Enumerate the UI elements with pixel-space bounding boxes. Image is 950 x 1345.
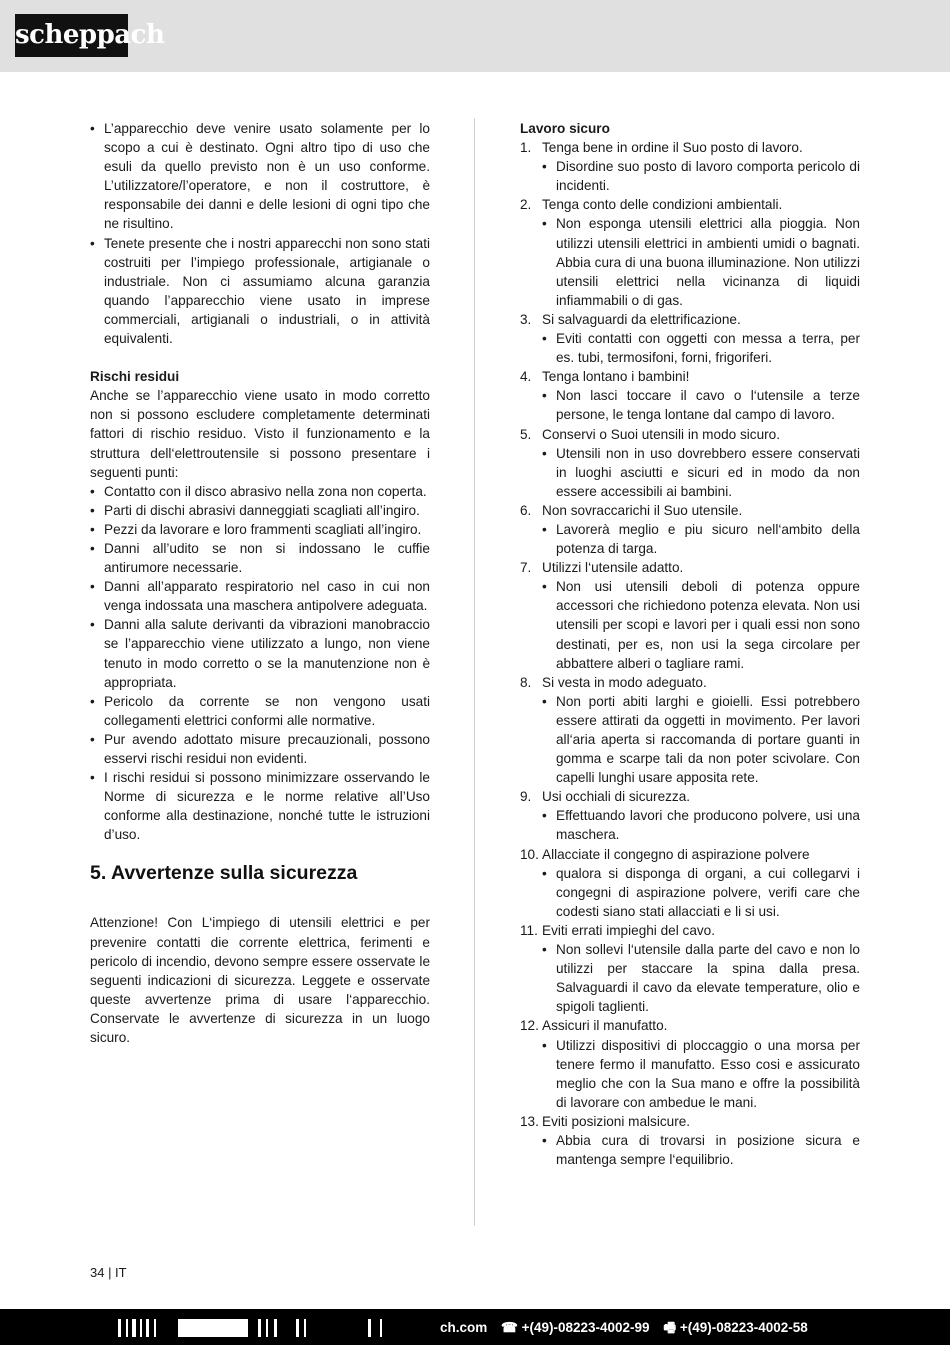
item-detail: • Lavorerà meglio e piu sicuro nell‘ambito della potenza di targa.	[542, 520, 860, 558]
item-title: Si salvaguardi da elettrificazione.	[542, 311, 741, 327]
item-number: 1.	[520, 140, 532, 156]
list-item	[520, 425, 860, 501]
section-title: 5. Avvertenze sulla sicurezza	[90, 862, 358, 885]
left-column	[90, 119, 430, 1047]
column-divider	[474, 118, 475, 1226]
item-number: 12.	[520, 1018, 539, 1034]
page-header	[0, 0, 950, 72]
item-detail: • Non usi utensili deboli di potenza oppure accessori che richiedono potenza elevata. Non usi utensili per scopi e lavori per i quali essi non sono destinati, per es, non usi la sega circolare per abbattere alberi o tagliare rami.	[542, 577, 860, 672]
item-title: Utilizzi l‘utensile adatto.	[542, 560, 684, 576]
item-title: Si vesta in modo adeguato.	[542, 674, 707, 690]
footer-web: ch.com	[440, 1320, 488, 1335]
residual-risks-intro: Anche se l’apparecchio viene usato in modo corretto non si possono escludere completamente determinati fattori di rischio residuo. Visto il funzionamento e la struttura dell‘elettroutensile si possono presentare i seguenti punti:	[90, 388, 430, 480]
list-item	[520, 1112, 860, 1169]
item-detail: • Non porti abiti larghi e gioielli. Essi potrebbero essere attirati da oggetti in movimento. Per lavori all‘aria aperta si raccomanda di portare guanti in gomma e scarpe tali da non poter scivolare. Con capelli lunghi usare apposita rete.	[542, 692, 860, 787]
item-detail: • Eviti contatti con oggetti con messa a terra, per es. tubi, termosifoni, forni, frigoriferi.	[542, 329, 860, 367]
list-item: • Pericolo da corrente se non vengono usati collegamenti elettrici conformi alle normative.	[90, 692, 430, 730]
item-number: 10.	[520, 846, 539, 862]
item-detail: • Utilizzi dispositivi di ploccaggio o una morsa per tenere fermo il manufatto. Esso cosi e assicurato meglio che con la Sua mano e offre la possibilità di lavorare con ambedue le mani.	[542, 1036, 860, 1112]
item-detail: • Utensili non in uso dovrebbero essere conservati in luoghi asciutti e sicuri ed in modo da non essere accessibili ai bambini.	[542, 444, 860, 501]
item-number: 13.	[520, 1113, 539, 1129]
list-item	[520, 310, 860, 367]
list-item	[520, 138, 860, 195]
item-detail: • Effettuando lavori che producono polvere, usi una maschera.	[542, 806, 860, 844]
safe-work-heading: Lavoro sicuro	[520, 121, 610, 136]
list-item	[520, 558, 860, 673]
page-footer	[0, 1309, 950, 1345]
item-detail: • Non esponga utensili elettrici alla pioggia. Non utilizzi utensili elettrici in ambienti umidi o bagnati. Abbia cura di una buona illuminazione. Non utilizzi utensili elettrici nella vicinanza di liquidi infiammabili o di gas.	[542, 214, 860, 309]
item-number: 9.	[520, 789, 532, 805]
list-item: • Danni all’apparato respiratorio nel caso in cui non venga indossata una maschera antipolvere adeguata.	[90, 577, 430, 615]
item-number: 4.	[520, 369, 532, 385]
safety-rules-list	[520, 138, 860, 1169]
list-item: • Pur avendo adottato misure precauzionali, possono esservi rischi residui non evidenti.	[90, 730, 430, 768]
list-item	[520, 673, 860, 788]
barcode-graphic	[118, 1319, 438, 1337]
item-title: Allacciate il congegno di aspirazione polvere	[542, 846, 810, 862]
item-detail: • Non lasci toccare il cavo o l‘utensile a terze persone, le tenga lontane dal campo di lavoro.	[542, 386, 860, 424]
list-item	[520, 367, 860, 424]
item-title: Tenga bene in ordine il Suo posto di lavoro.	[542, 140, 803, 156]
footer-fax: 🖷 +(49)-08223-4002-58	[663, 1320, 808, 1335]
item-title: Tenga lontano i bambini!	[542, 369, 690, 385]
item-title: Tenga conto delle condizioni ambientali.	[542, 197, 783, 213]
page-number: 34 | IT	[90, 1265, 127, 1280]
list-item: • Tenete presente che i nostri apparecchi non sono stati costruiti per l’impiego professionale, artigianale o industriale. Non ci assumiamo alcuna garanzia quando l’apparecchio viene usato in imprese commerciali, artigianali o industriali, o in attività equivalenti.	[90, 234, 430, 349]
item-number: 8.	[520, 674, 532, 690]
list-item	[520, 195, 860, 310]
list-item	[520, 501, 860, 558]
item-title: Non sovraccarichi il Suo utensile.	[542, 502, 743, 518]
footer-contact	[440, 1318, 818, 1341]
list-item	[520, 921, 860, 1016]
list-item: • I rischi residui si possono minimizzare osservando le Norme di sicurezza e le norme relative all’Uso conforme alla destinazione, nonché tutte le istruzioni d’uso.	[90, 768, 430, 844]
item-title: Eviti posizioni malsicure.	[542, 1113, 691, 1129]
item-detail: • Disordine suo posto di lavoro comporta pericolo di incidenti.	[542, 157, 860, 195]
item-number: 2.	[520, 197, 532, 213]
item-title: Conservi o Suoi utensili in modo sicuro.	[542, 426, 781, 442]
list-item	[520, 845, 860, 921]
residual-risks-list	[90, 482, 430, 845]
scheppach-logo: scheppach	[15, 14, 128, 57]
list-item: • Pezzi da lavorare e loro frammenti scagliati all’ingiro.	[90, 520, 430, 539]
item-detail: • Abbia cura di trovarsi in posizione sicura e mantenga sempre l‘equilibrio.	[542, 1131, 860, 1169]
item-title: Eviti errati impieghi del cavo.	[542, 922, 716, 938]
list-item: • Danni all’udito se non si indossano le cuffie antirumore necessarie.	[90, 539, 430, 577]
item-detail: • qualora si disponga di organi, a cui collegarvi i congegni di aspirazione polvere, verifi care che codesti siano stati allacciati e li si usi.	[542, 864, 860, 921]
item-detail: • Non sollevi l‘utensile dalla parte del cavo e non lo utilizzi per staccare la spina dalla presa. Salvaguardi il cavo da elevate temperature, olio e spigoli taglienti.	[542, 940, 860, 1016]
residual-risks-heading: Rischi residui	[90, 369, 180, 385]
item-number: 5.	[520, 426, 532, 442]
intro-bullet-list	[90, 119, 430, 348]
list-item	[520, 787, 860, 844]
item-number: 7.	[520, 560, 532, 576]
section-text: Attenzione! Con L‘impiego di utensili elettrici e per prevenire contatti die corrente elettrica, ferimenti e pericolo di incendio, devono sempre essere osservate le seguenti indicazioni di sicurezza. Leggete e osservate queste avvertenze prima di usare l‘apparecchio. Conservate le avvertenze di sicurezza in un luogo sicuro.	[90, 915, 430, 1046]
item-title: Usi occhiali di sicurezza.	[542, 789, 691, 805]
list-item: • L’apparecchio deve venire usato solamente per lo scopo a cui è destinato. Ogni altro tipo di uso che esuli da quello previsto non è un uso conforme. L’utilizzatore/l’operatore, e non il costruttore, è responsabile dei danni e delle lesioni di ogni tipo che ne risultino.	[90, 119, 430, 234]
list-item: • Danni alla salute derivanti da vibrazioni manobraccio se l’apparecchio viene utilizzato a lungo, non viene tenuto in modo corretto o se la manutenzione non è appropriata.	[90, 615, 430, 691]
list-item: • Contatto con il disco abrasivo nella zona non coperta.	[90, 482, 430, 501]
list-item: • Parti di dischi abrasivi danneggiati scagliati all’ingiro.	[90, 501, 430, 520]
item-title: Assicuri il manufatto.	[542, 1018, 668, 1034]
item-number: 6.	[520, 502, 532, 518]
footer-phone: ☎ +(49)-08223-4002-99	[501, 1320, 650, 1335]
item-number: 3.	[520, 311, 532, 327]
right-column	[520, 119, 860, 1169]
list-item	[520, 1016, 860, 1111]
item-number: 11.	[520, 922, 538, 938]
